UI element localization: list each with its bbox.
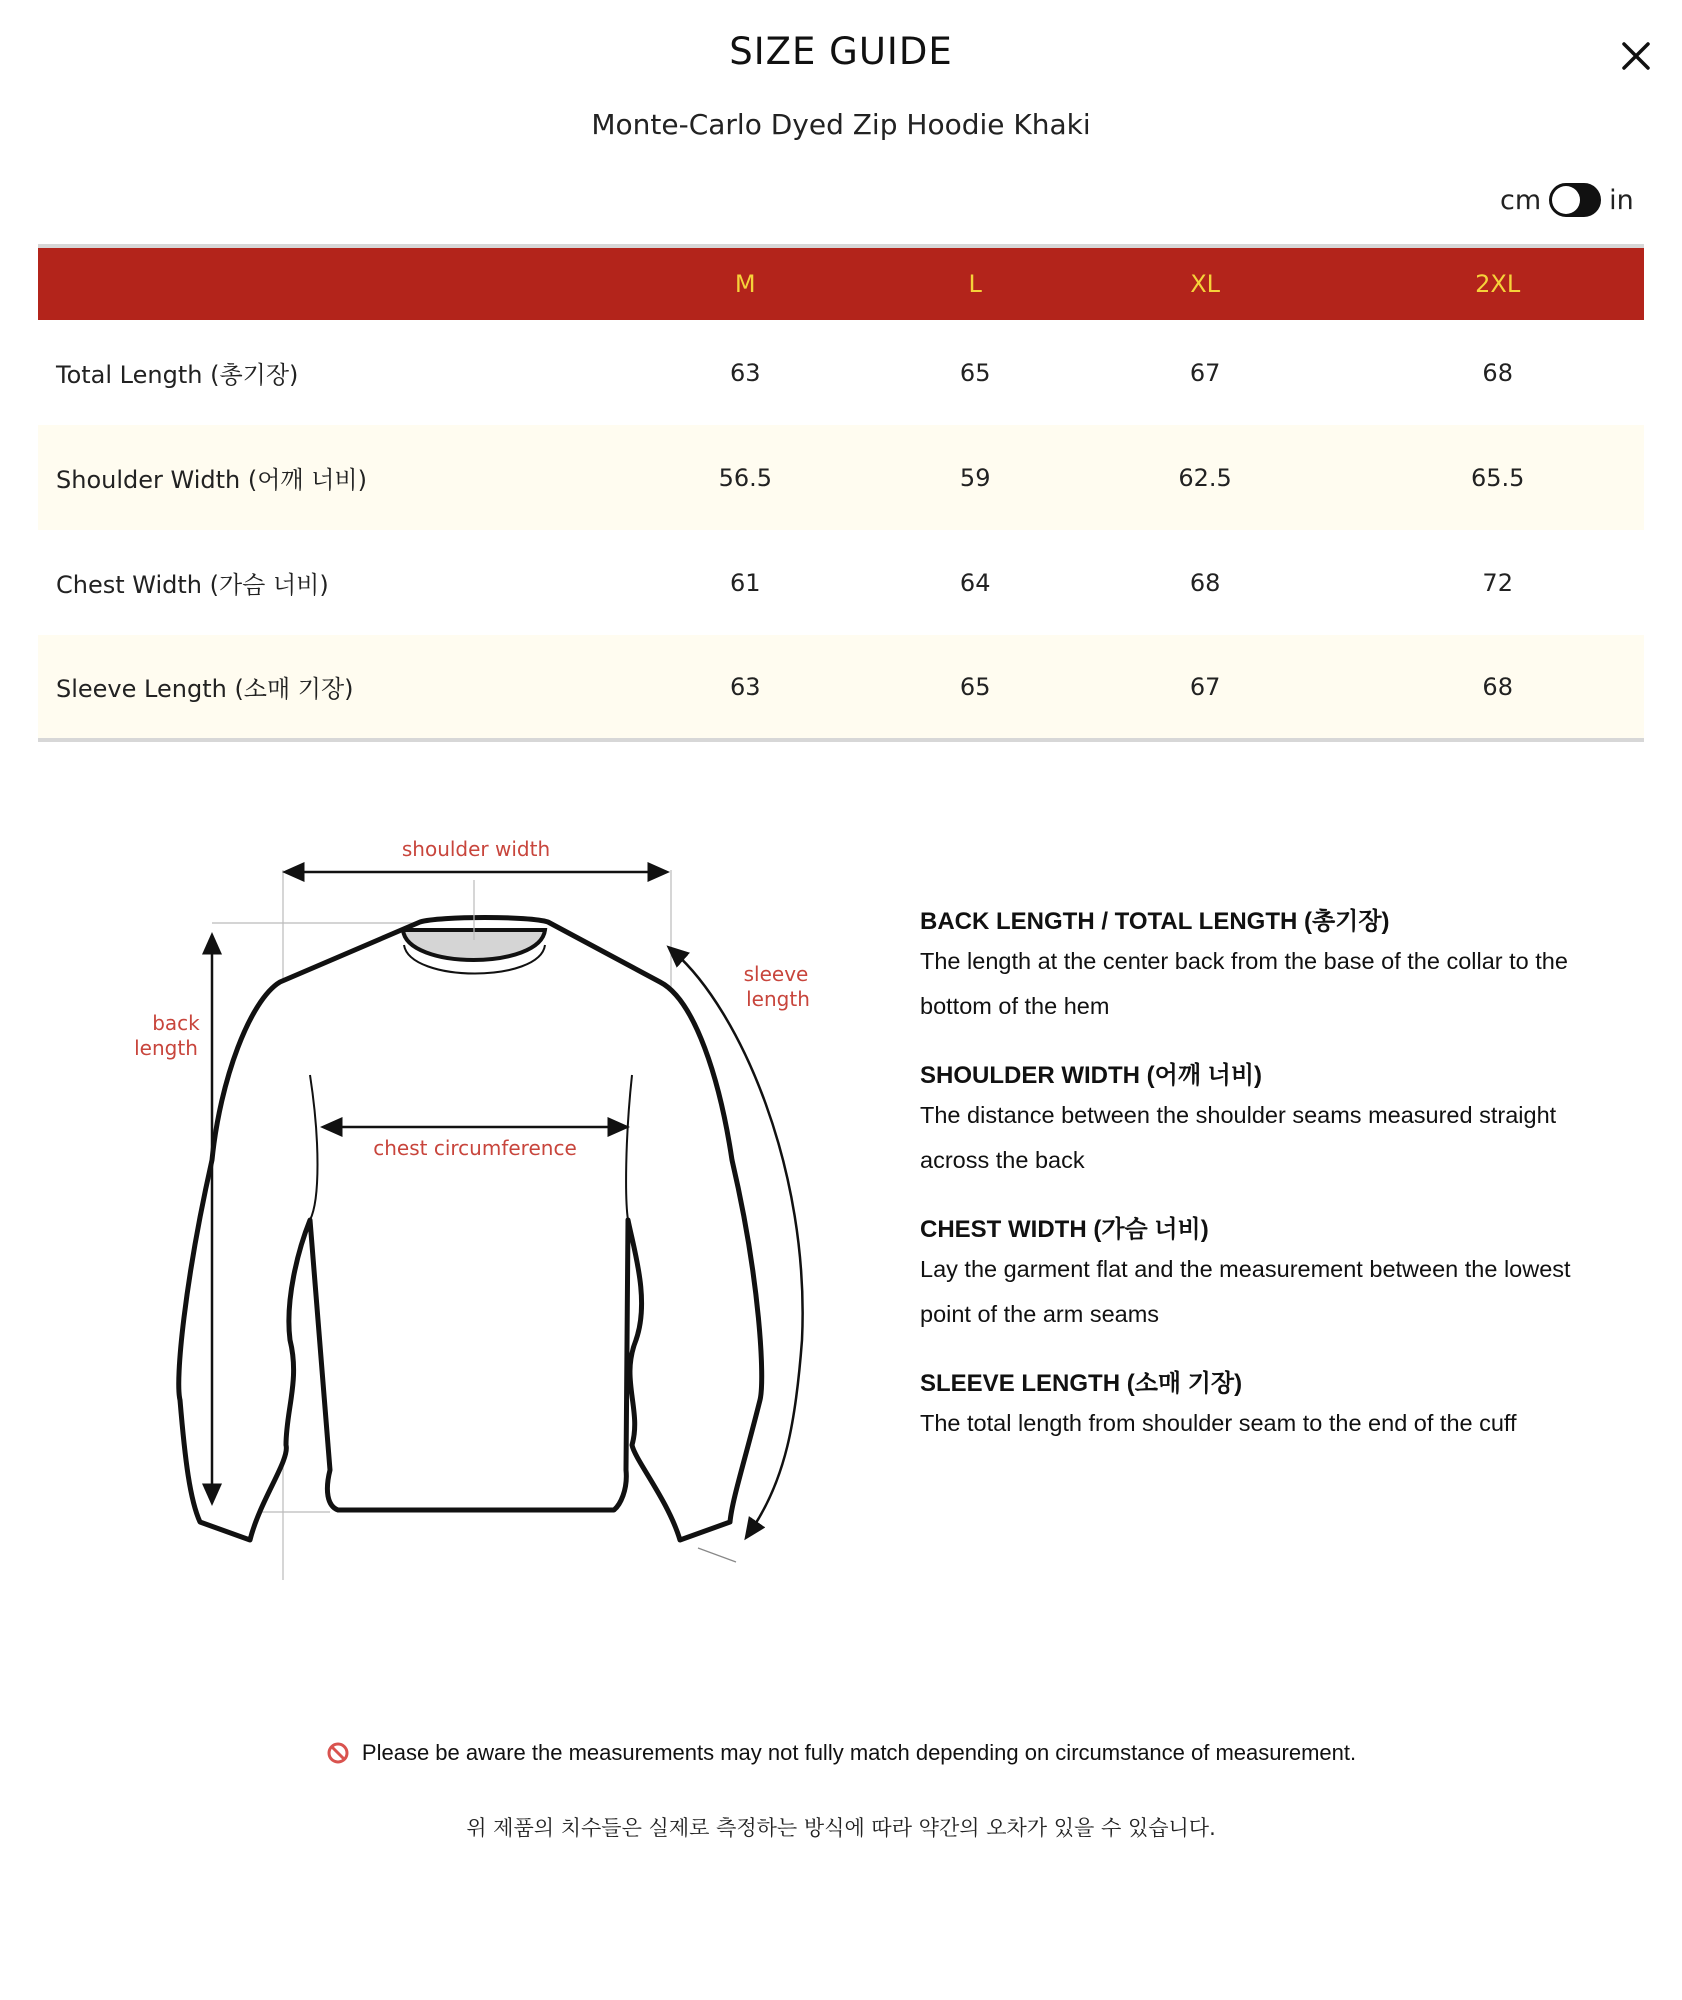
table-row: [38, 425, 1644, 530]
table-cell: 72: [1482, 568, 1513, 597]
table-cell: 65: [892, 635, 1059, 740]
definition-text: Lay the garment flat and the measurement between the lowest point of the arm seams: [920, 1256, 1571, 1327]
back-length-label-2: length: [134, 1036, 198, 1060]
definition-title: BACK LENGTH / TOTAL LENGTH (총기장): [920, 908, 1390, 935]
row-label: Sleeve Length (소매 기장): [38, 635, 599, 740]
table-cell: 65: [959, 358, 991, 387]
definition-text: The length at the center back from the base of the collar to the bottom of the hem: [920, 948, 1568, 1019]
table-cell: 61: [730, 568, 761, 597]
shoulder-width-label: shoulder width: [401, 837, 551, 861]
switch-knob: [1552, 186, 1580, 214]
sleeve-length-label-1: sleeve: [743, 962, 809, 986]
notice-text: Please be aware the measurements may not fully match depending on circumstance of measurement.: [361, 1740, 1357, 1765]
korean-notice: 위 제품의 치수들은 실제로 측정하는 방식에 따라 약간의 오차가 있을 수 있습니다.: [466, 1816, 1216, 1840]
size-table: [38, 244, 1644, 742]
column-header-m: M: [599, 246, 892, 320]
sweater-illustration: [120, 820, 840, 1580]
definition-title: CHEST WIDTH (가슴 너비): [920, 1216, 1209, 1243]
chest-circumference-label: chest circumference: [373, 1136, 577, 1160]
garment-diagram: [120, 820, 840, 1580]
table-row: [38, 320, 1644, 425]
table-cell: 59: [892, 425, 1059, 530]
row-label: Total Length (총기장): [56, 361, 299, 389]
column-header-2xl: 2XL: [1351, 246, 1644, 320]
table-cell: 62.5: [1059, 425, 1352, 530]
close-button[interactable]: [1612, 32, 1660, 80]
definition-title: SHOULDER WIDTH (어깨 너비): [920, 1062, 1263, 1089]
table-cell: 65.5: [1351, 425, 1644, 530]
definition-text: The total length from shoulder seam to the end of the cuff: [920, 1410, 1517, 1436]
back-length-label-1: back: [152, 1011, 200, 1035]
definition-title: SLEEVE LENGTH (소매 기장): [920, 1370, 1243, 1397]
table-cell: 64: [959, 568, 991, 597]
definition-text: The distance between the shoulder seams measured straight across the back: [920, 1102, 1557, 1173]
table-cell: 63: [730, 358, 761, 387]
close-icon: [1612, 32, 1660, 80]
sleeve-length-label-2: length: [746, 987, 810, 1011]
page-title: SIZE GUIDE: [729, 30, 953, 73]
table-cell: 68: [1351, 635, 1644, 740]
definition-back-length: [920, 905, 1620, 1029]
table-header-row: [38, 246, 1644, 320]
table-row: [38, 635, 1644, 740]
measurement-notice: [0, 1740, 1682, 1766]
measurement-definitions: [920, 905, 1620, 1476]
table-cell: 68: [1482, 358, 1513, 387]
column-header-l: L: [892, 246, 1059, 320]
table-cell: 63: [599, 635, 892, 740]
unit-cm-label[interactable]: cm: [1500, 184, 1542, 216]
row-label: Chest Width (가슴 너비): [56, 571, 329, 599]
definition-chest-width: [920, 1213, 1620, 1337]
column-header-xl: XL: [1059, 246, 1352, 320]
unit-switch[interactable]: [1549, 183, 1601, 217]
table-row: [38, 530, 1644, 635]
prohibited-icon: [326, 1741, 350, 1765]
table-cell: 68: [1189, 568, 1221, 597]
column-header: [38, 246, 599, 320]
product-name: Monte-Carlo Dyed Zip Hoodie Khaki: [591, 108, 1091, 141]
definition-sleeve-length: [920, 1367, 1620, 1446]
table-cell: 67: [1059, 635, 1352, 740]
unit-toggle: [1500, 183, 1634, 217]
table-cell: 56.5: [599, 425, 892, 530]
table-cell: 67: [1189, 358, 1221, 387]
unit-in-label[interactable]: in: [1609, 184, 1634, 216]
definition-shoulder-width: [920, 1059, 1620, 1183]
row-label: Shoulder Width (어깨 너비): [38, 425, 599, 530]
